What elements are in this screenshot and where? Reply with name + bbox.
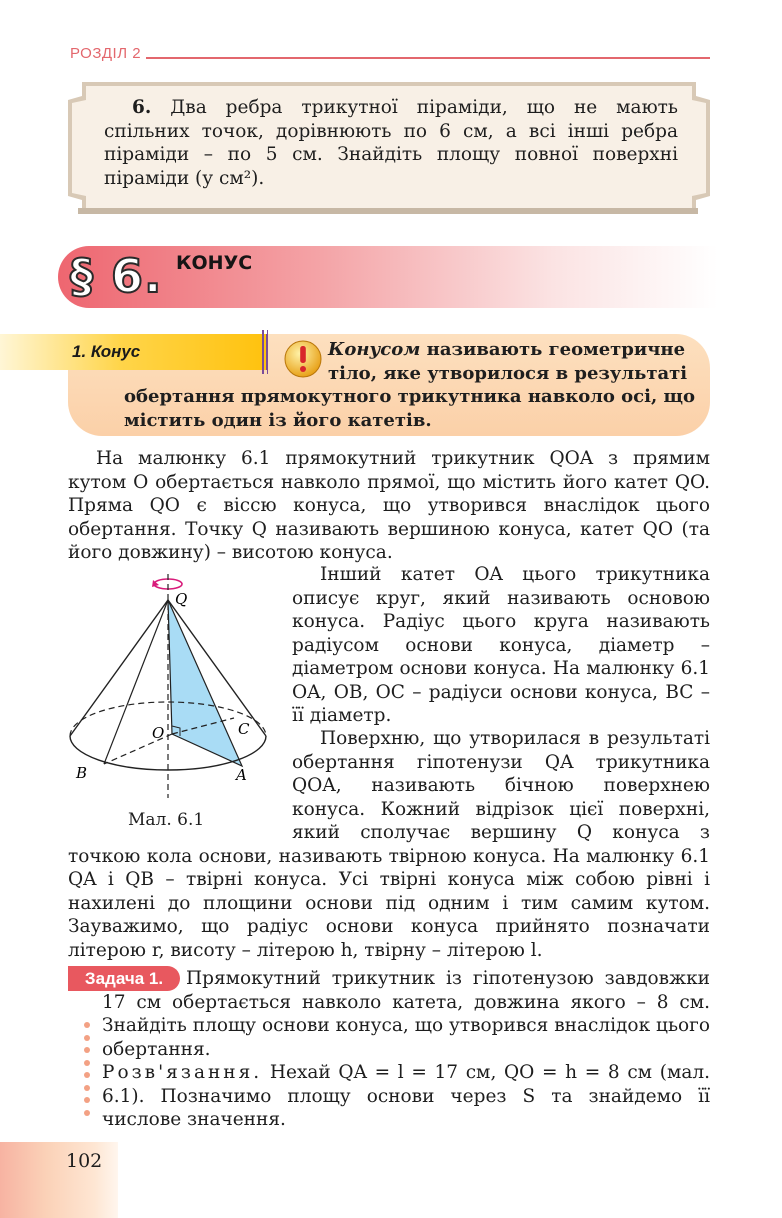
solution	[102, 1061, 710, 1132]
definition-line: містить один із його катетів.	[124, 409, 432, 431]
paragraph-1	[68, 447, 710, 565]
paragraph-3-text: Поверхню, що утворилася в результаті обертання гіпотенузи QA трикутника QOA, називають бічною поверхнею конуса. Кожний відрізок цієї поверхні, який сполучає вершину Q конуса з точкою кола основи, називають твірною конуса. На малюнку 6.1 QA і QB – твірні конуса. Усі твірні конуса між собою рівні і нахилені до площини основи під одним і тим самим кутом. Зауважимо, що радіус основи конуса прийнято позначати літерою r, висоту – літерою h, твірну – літерою l.	[68, 728, 710, 961]
definition-line: обертання прямокутного трикутника навколо осі, що	[124, 386, 695, 407]
definition-line: називають геометричне	[426, 339, 686, 360]
chapter-label: РОЗДІЛ 2	[70, 45, 142, 62]
problem-card	[68, 82, 710, 214]
subsection-title: 1. Конус	[72, 342, 141, 361]
definition-line: тіло, яке утворилося в результаті	[328, 362, 688, 384]
task-dots	[84, 1022, 90, 1122]
page-number: 102	[66, 1150, 103, 1172]
section-number: § 6.	[70, 249, 163, 303]
paragraph-3	[68, 727, 710, 962]
paragraph-text: На малюнку 6.1 прямокутний трикутник QOA з прямим кутом O обертається навколо прямої, що містить його катет QO. Пряма QO є віссю конуса, що утворився внаслідок цього обертання. Точку Q називають вершиною конуса, катет QO (та його довжину) – висотою конуса.	[68, 448, 710, 563]
definition-term: Конусом	[328, 339, 421, 360]
paragraph-2	[292, 563, 710, 728]
label-a: A	[236, 766, 247, 784]
label-c: C	[238, 720, 250, 738]
problem-body: Два ребра трикутної піраміди, що не мають спільних точок, дорівнюють по 6 см, а всі інші ребра піраміди – по 5 см. Знайдіть площу повної поверхні піраміди (у см²).	[104, 97, 678, 189]
label-b: B	[76, 764, 88, 782]
problem-number: 6.	[132, 97, 152, 118]
task-block	[102, 967, 710, 1132]
solution-text: Нехай QA = l = 17 см, QO = h = 8 см (мал. 6.1). Позначимо площу основи через S та знайдемо її числове значення.	[102, 1062, 710, 1130]
paragraph-text: Інший катет OA цього трикутника описує круг, який називають основою конуса. Радіус цього круга називають радіусом основи конуса, діаметр – діаметром основи конуса. На малюнку 6.1 OA, OB, OC – радіуси основи конуса, BC – її діаметр.	[292, 564, 710, 726]
figure-caption: Мал. 6.1	[128, 810, 205, 830]
label-q: Q	[175, 590, 188, 608]
task-body: Прямокутний трикутник із гіпотенузою завдовжки 17 см обертається навколо катета, довжина якого – 8 см. Знайдіть площу основи конуса, що утворився внаслідок цього обертання.	[102, 968, 710, 1060]
task-text	[102, 967, 710, 1061]
section-title: КОНУС	[176, 252, 253, 274]
task-badge: Задача 1.	[68, 966, 180, 991]
label-o: O	[152, 724, 165, 742]
chapter-divider	[146, 57, 710, 59]
problem-text	[104, 96, 678, 190]
paragraph-text	[68, 727, 710, 962]
solution-label: Розв'язання.	[102, 1062, 263, 1083]
definition-text	[124, 338, 696, 432]
